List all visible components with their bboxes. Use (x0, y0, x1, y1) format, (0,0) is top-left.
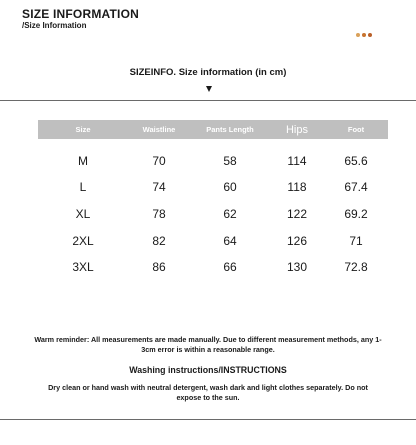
column-header-foot: Foot (347, 125, 365, 134)
more-dots-icon (356, 33, 372, 37)
cell-foot: 65.6 (344, 154, 368, 168)
column-header-size: Size (75, 125, 91, 134)
cell-size: XL (75, 207, 91, 221)
cell-hips: 114 (287, 154, 307, 168)
column-header-hips: Hips (285, 123, 308, 136)
table-row (38, 177, 388, 197)
cell-size: 3XL (72, 260, 94, 274)
cell-foot: 72.8 (344, 260, 368, 274)
cell-waistline: 70 (152, 154, 166, 168)
table-row (38, 257, 388, 277)
cell-foot: 69.2 (344, 207, 368, 221)
cell-waistline: 74 (152, 180, 166, 194)
cell-foot: 67.4 (344, 180, 368, 194)
cell-pants-length: 64 (223, 234, 237, 248)
cell-waistline: 86 (152, 260, 166, 274)
dot-1 (356, 33, 360, 37)
cell-foot: 71 (349, 234, 363, 248)
header-subtitle: /Size Information (22, 21, 87, 30)
cell-hips: 126 (286, 234, 308, 248)
cell-waistline: 78 (152, 207, 166, 221)
size-table-header (38, 120, 388, 139)
table-row (38, 151, 388, 171)
section-heading: SIZEINFO. Size information (in cm) (129, 67, 287, 78)
cell-pants-length: 60 (223, 180, 237, 194)
table-row (38, 231, 388, 251)
cell-pants-length: 58 (223, 154, 237, 168)
cell-pants-length: 66 (223, 260, 237, 274)
header-title: SIZE INFORMATION (22, 7, 139, 21)
triangle-down-icon (206, 86, 212, 92)
washing-title: Washing instructions/INSTRUCTIONS (129, 365, 287, 375)
cell-hips: 130 (286, 260, 308, 274)
measurement-reminder: Warm reminder: All measurements are made manually. Due to different measurement methods, any 1-3cm error is within a reasonable range. (34, 335, 382, 354)
divider-top (0, 100, 416, 101)
cell-size: 2XL (72, 234, 94, 248)
dot-3 (368, 33, 372, 37)
cell-waistline: 82 (152, 234, 166, 248)
cell-hips: 118 (287, 180, 307, 194)
cell-hips: 122 (286, 207, 308, 221)
cell-size: L (79, 180, 87, 194)
table-row (38, 204, 388, 224)
washing-text: Dry clean or hand wash with neutral detergent, wash dark and light clothes separately. Do not expose to the sun. (48, 383, 368, 402)
column-header-waistline: Waistline (142, 125, 176, 134)
column-header-pants-length: Pants Length (206, 125, 254, 134)
divider-bottom (0, 419, 416, 420)
cell-pants-length: 62 (223, 207, 237, 221)
cell-size: M (78, 154, 88, 168)
dot-2 (362, 33, 366, 37)
